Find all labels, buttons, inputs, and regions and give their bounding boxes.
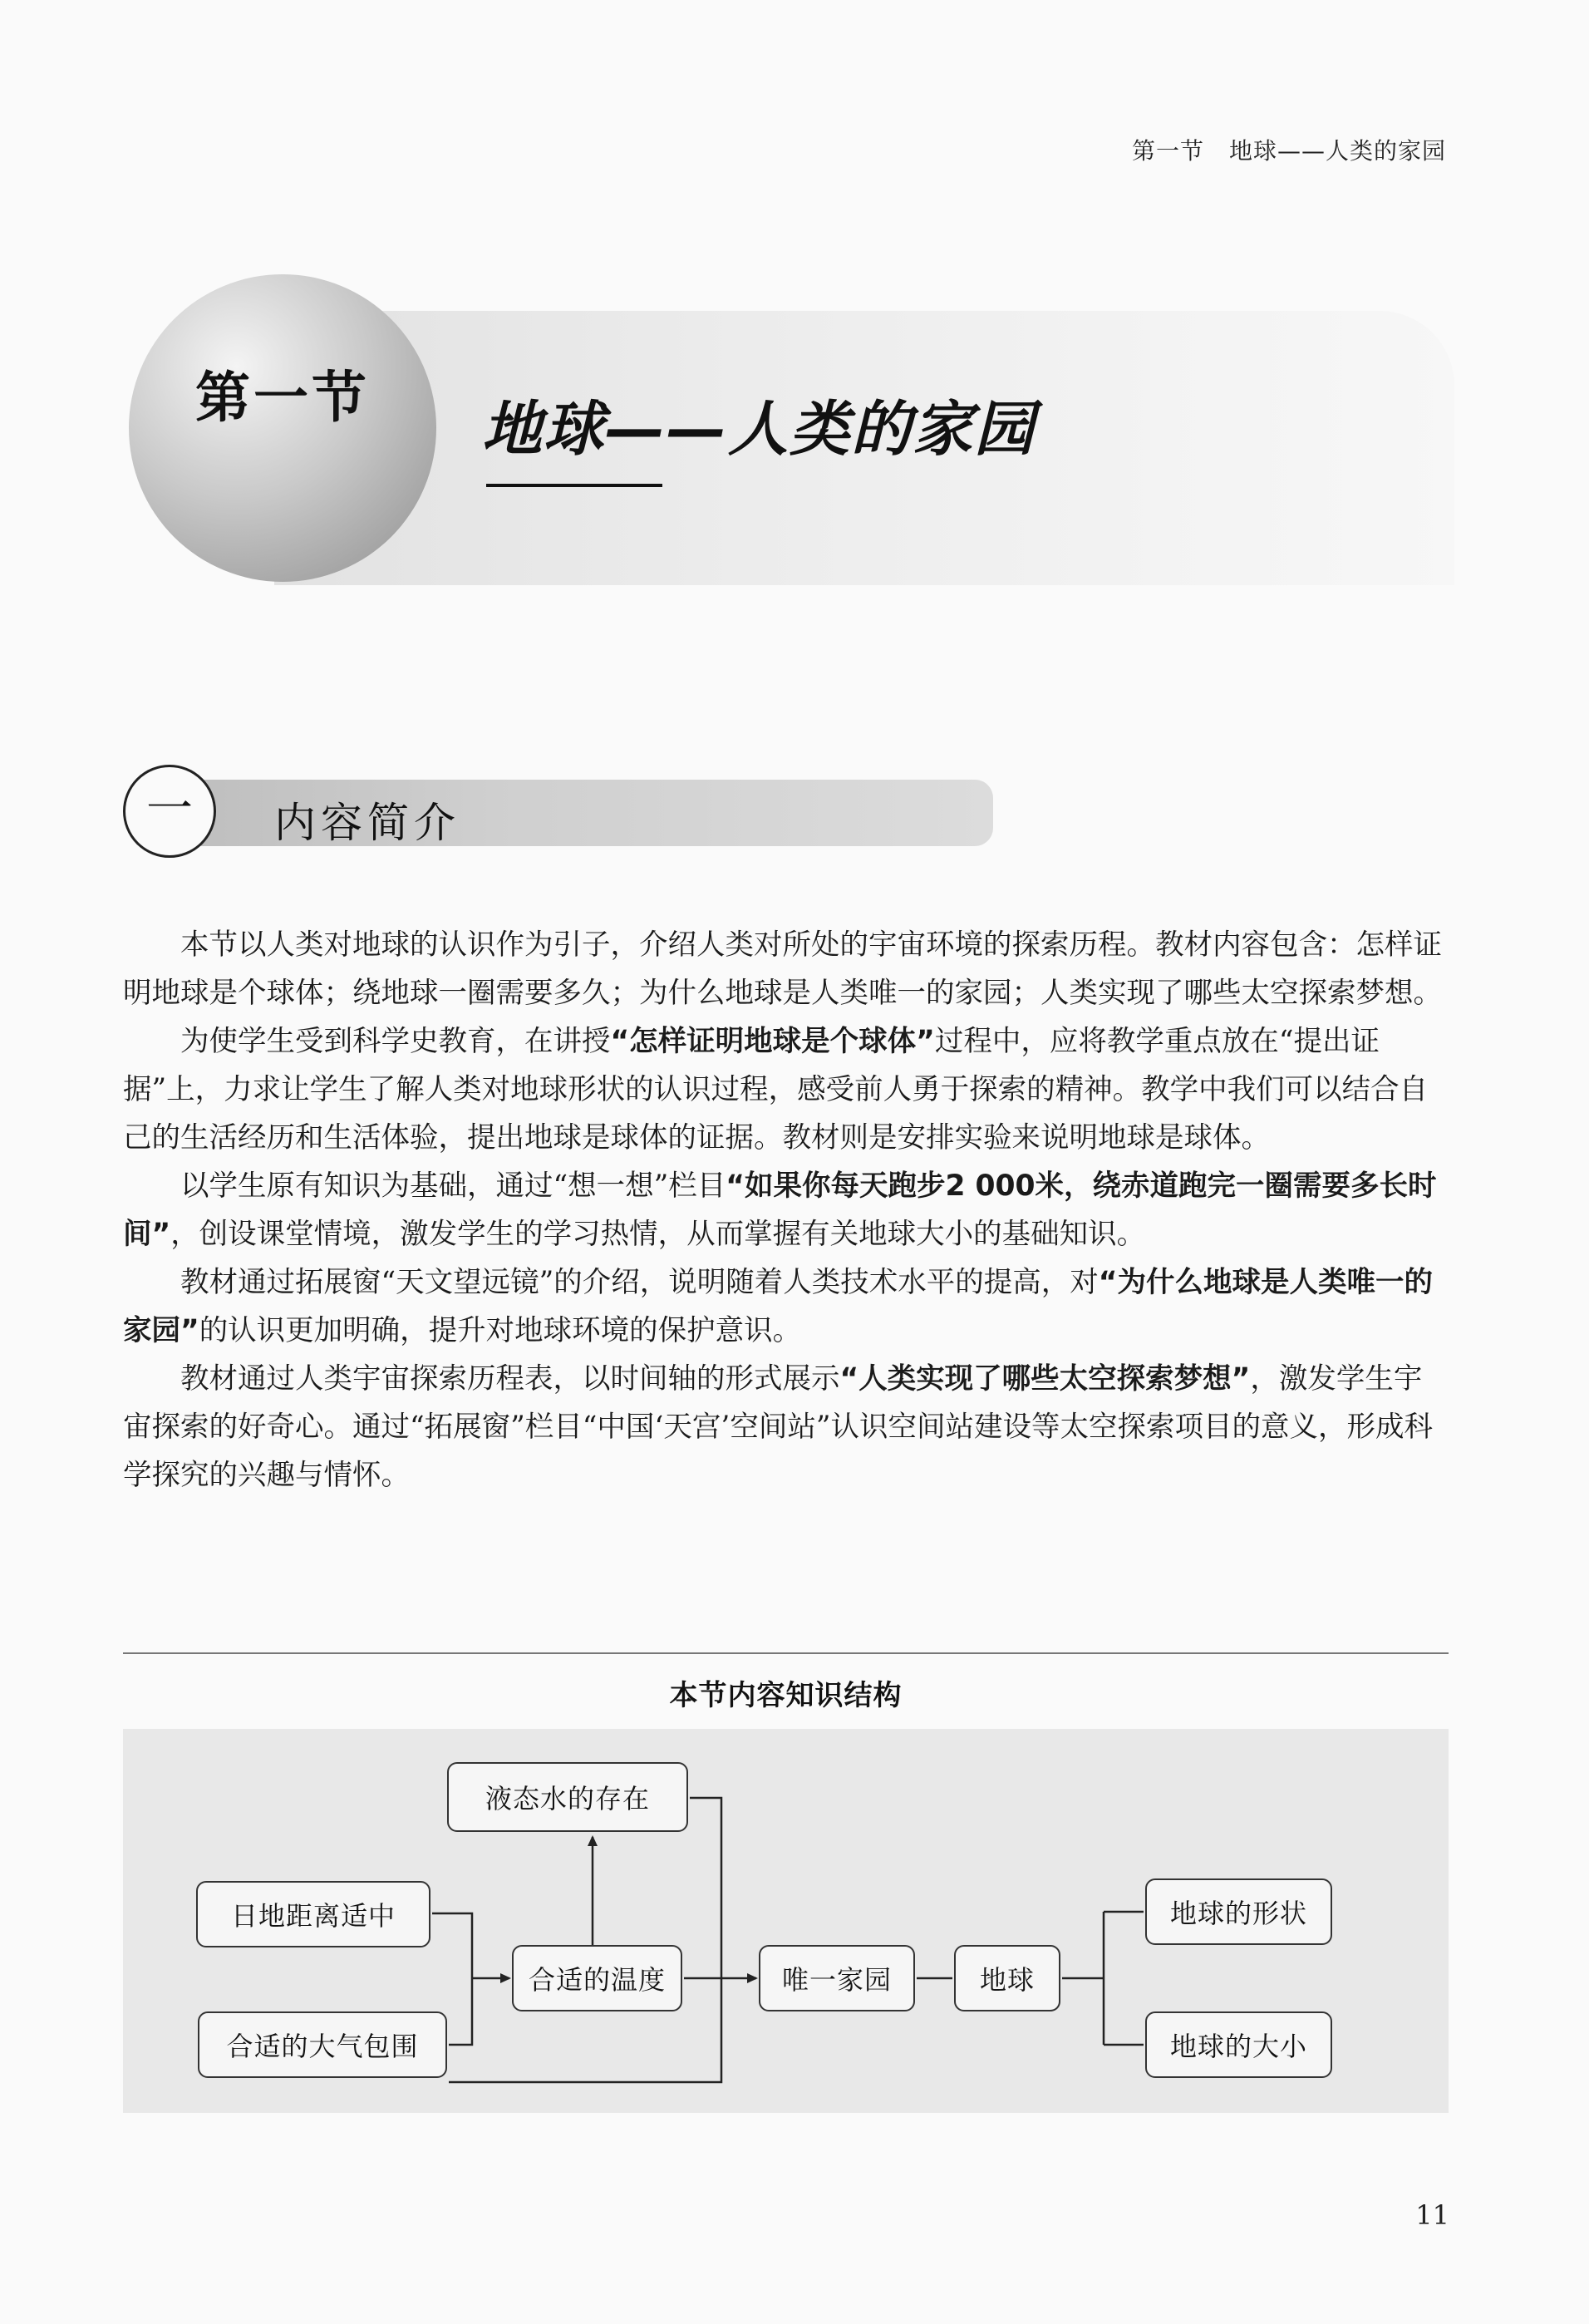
paragraph [123,1162,1446,1258]
paragraph-text: ，创设课堂情境，激发学生的学习热情，从而掌握有关地球大小的基础知识。 [170,1218,1146,1251]
node-earth: 地球 [954,1945,1060,2011]
knowledge-structure-diagram [123,1729,1449,2113]
connector-sun-distance [432,1913,472,1978]
node-shape: 地球的形状 [1145,1878,1332,1945]
paragraph-text: 过程中，应将教学重点放在“提出证据”上，力求让学生了解人类对地球形状的认识过程，感受前人勇于探索的精神。教学中我们可以结合自己的生活经历和生活体验，提出地球是球体的证据。教材则是安排实验来说明地球是球体。 [123,1025,1429,1155]
paragraph-text: ，激发学生宇宙探索的好奇心。通过“拓展窗”栏目“中国‘天宫’空间站”认识空间站建设等太空探索项目的意义，形成科学探究的兴趣与情怀。 [123,1362,1433,1492]
paragraph-text: 的认识更加明确，提升对地球环境的保护意识。 [199,1314,802,1347]
section-title: 地球——人类的家园 [482,394,1036,464]
paragraph [123,1017,1446,1162]
running-head-title: 地球——人类的家园 [1228,137,1446,165]
paragraph [123,1355,1446,1499]
paragraph [123,1258,1446,1355]
node-sun-distance: 日地距离适中 [196,1881,430,1947]
paragraph-text: 教材通过人类宇宙探索历程表，以时间轴的形式展示 [180,1362,840,1396]
emphasis-text: “怎样证明地球是个球体” [610,1025,935,1058]
page-number: 11 [1415,2199,1449,2231]
running-head [1132,133,1446,166]
subsection-number: 一 [146,782,193,836]
subsection-title: 内容简介 [274,799,460,847]
emphasis-text: “如果你每天跑步2 000米，绕赤道跑完一圈需要多长时间” [123,1169,1437,1251]
connector-liquid-water [690,1798,721,1978]
diagram-title: 本节内容知识结构 [669,1679,903,1712]
node-atmosphere: 合适的大气包围 [198,2011,447,2078]
paragraph [123,921,1446,1017]
node-size: 地球的大小 [1145,2011,1332,2078]
node-liquid-water: 液态水的存在 [447,1762,688,1832]
divider [123,1652,1449,1654]
paragraph-text: 为使学生受到科学史教育，在讲授 [180,1025,611,1058]
node-temperature: 合适的温度 [512,1945,682,2011]
paragraph-text: 教材通过拓展窗“天文望远镜”的介绍，说明随着人类技术水平的提高，对 [180,1266,1099,1299]
connector-atmosphere [449,1978,472,2045]
node-only-home: 唯一家园 [759,1945,915,2011]
paragraph-text: 以学生原有知识为基础，通过“想一想”栏目 [180,1169,726,1203]
section-number: 第一节 [195,366,370,430]
paragraph-text: 本节以人类对地球的认识作为引子，介绍人类对所处的宇宙环境的探索历程。教材内容包含：怎样证明地球是个球体；绕地球一圈需要多久；为什么地球是人类唯一的家园；人类实现了哪些太空探索梦想。 [123,928,1442,1010]
emphasis-text: “人类实现了哪些太空探索梦想” [839,1362,1251,1396]
running-head-section: 第一节 [1131,137,1204,165]
body-text [123,921,1446,1499]
emphasis-text: “为什么地球是人类唯一的家园” [123,1266,1433,1347]
title-underline [486,484,662,487]
